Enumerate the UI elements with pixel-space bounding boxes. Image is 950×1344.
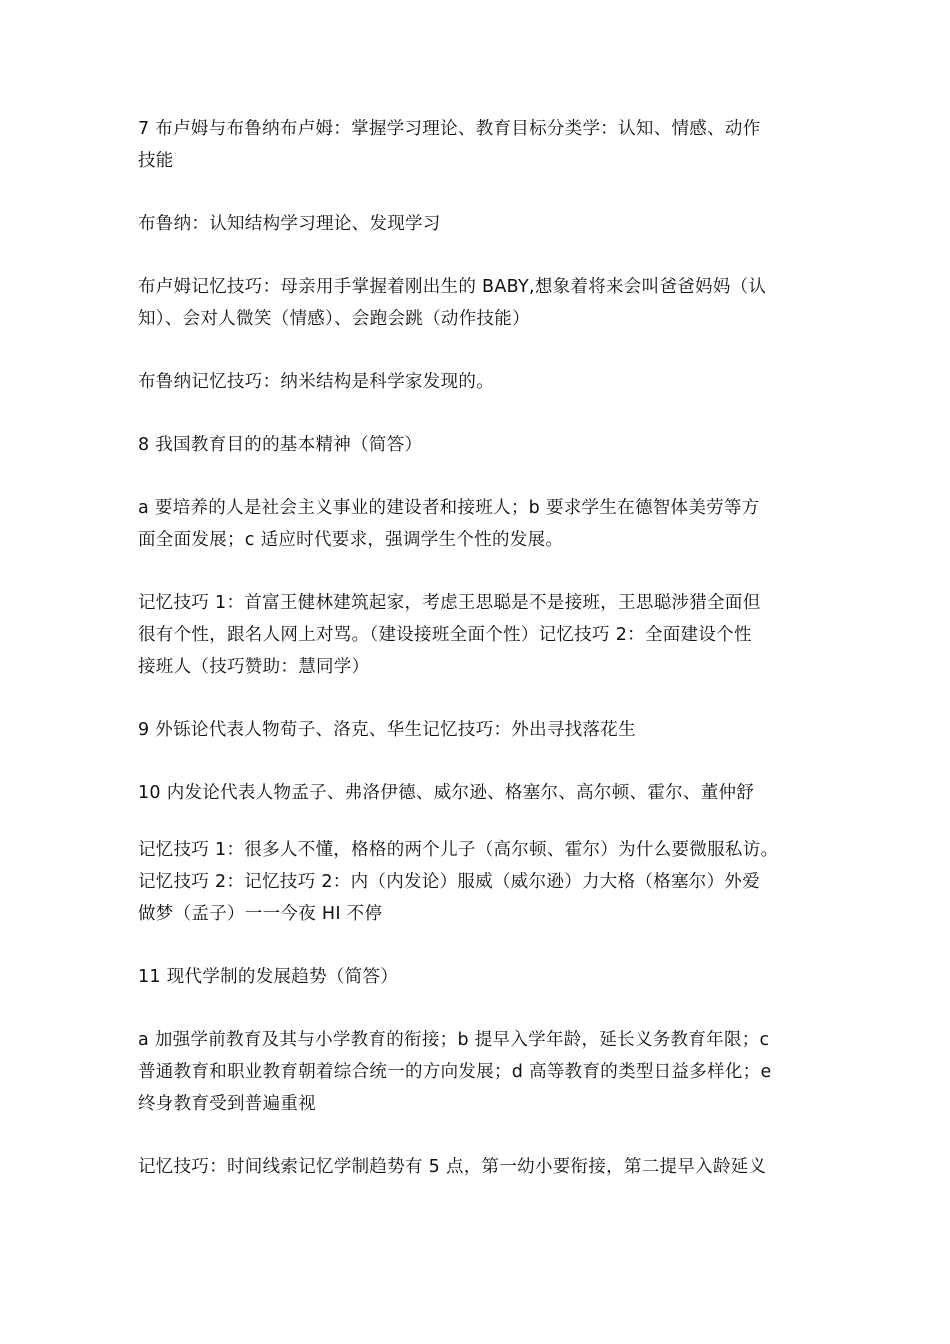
text-line: 知）、会对人微笑（情感）、会跑会跳（动作技能） (138, 309, 530, 329)
text-line: 8 我国教育目的的基本精神（简答） (138, 435, 423, 455)
paragraph (138, 429, 818, 461)
text-line: 普通教育和职业教育朝着综合统一的方向发展；d 高等教育的类型日益多样化；e (138, 1062, 772, 1082)
text-line: 记忆技巧 1：首富王健林建筑起家，考虑王思聪是不是接班，王思聪涉猎全面但 (138, 593, 761, 613)
paragraph (138, 961, 818, 993)
text-line: 布鲁纳：认知结构学习理论、发现学习 (138, 214, 441, 234)
text-line: 10 内发论代表人物孟子、弗洛伊德、威尔逊、格塞尔、高尔顿、霍尔、董仲舒 (138, 783, 755, 803)
paragraph (138, 492, 818, 556)
text-line: 技能 (138, 151, 174, 171)
text-line: 接班人（技巧赞助：慧同学） (138, 657, 370, 677)
text-line: 记忆技巧：时间线索记忆学制趋势有 5 点，第一幼小要衔接，第二提早入龄延义 (138, 1157, 767, 1177)
paragraph (138, 113, 818, 177)
text-line: a 加强学前教育及其与小学教育的衔接；b 提早入学年龄，延长义务教育年限；c (138, 1030, 770, 1050)
text-line: a 要培养的人是社会主义事业的建设者和接班人；b 要求学生在德智体美劳等方 (138, 498, 760, 518)
paragraph (138, 271, 818, 335)
text-line: 记忆技巧 1：很多人不懂，格格的两个儿子（高尔顿、霍尔）为什么要微服私访。 (138, 840, 779, 860)
paragraph (138, 777, 818, 809)
text-line: 布鲁纳记忆技巧：纳米结构是科学家发现的。 (138, 372, 494, 392)
text-line: 9 外铄论代表人物荀子、洛克、华生记忆技巧：外出寻找落花生 (138, 720, 636, 740)
text-line: 布卢姆记忆技巧：母亲用手掌握着刚出生的 BABY,想象着将来会叫爸爸妈妈（认 (138, 277, 767, 297)
text-line: 7 布卢姆与布鲁纳布卢姆：掌握学习理论、教育目标分类学：认知、情感、动作 (138, 119, 761, 139)
paragraph (138, 208, 818, 240)
text-line: 做梦（孟子）一一今夜 HI 不停 (138, 904, 383, 924)
paragraph (138, 714, 818, 746)
text-line: 记忆技巧 2：记忆技巧 2：内（内发论）服威（威尔逊）力大格（格塞尔）外爱 (138, 872, 760, 892)
document-body (138, 113, 818, 1214)
text-line: 11 现代学制的发展趋势（简答） (138, 967, 399, 987)
paragraph (138, 1024, 818, 1120)
paragraph (138, 834, 818, 930)
text-line: 很有个性，跟名人网上对骂。（建设接班全面个性）记忆技巧 2：全面建设个性 (138, 625, 752, 645)
paragraph (138, 1151, 818, 1183)
paragraph (138, 366, 818, 398)
text-line: 终身教育受到普遍重视 (138, 1094, 316, 1114)
text-line: 面全面发展；c 适应时代要求，强调学生个性的发展。 (138, 530, 564, 550)
paragraph (138, 587, 818, 683)
